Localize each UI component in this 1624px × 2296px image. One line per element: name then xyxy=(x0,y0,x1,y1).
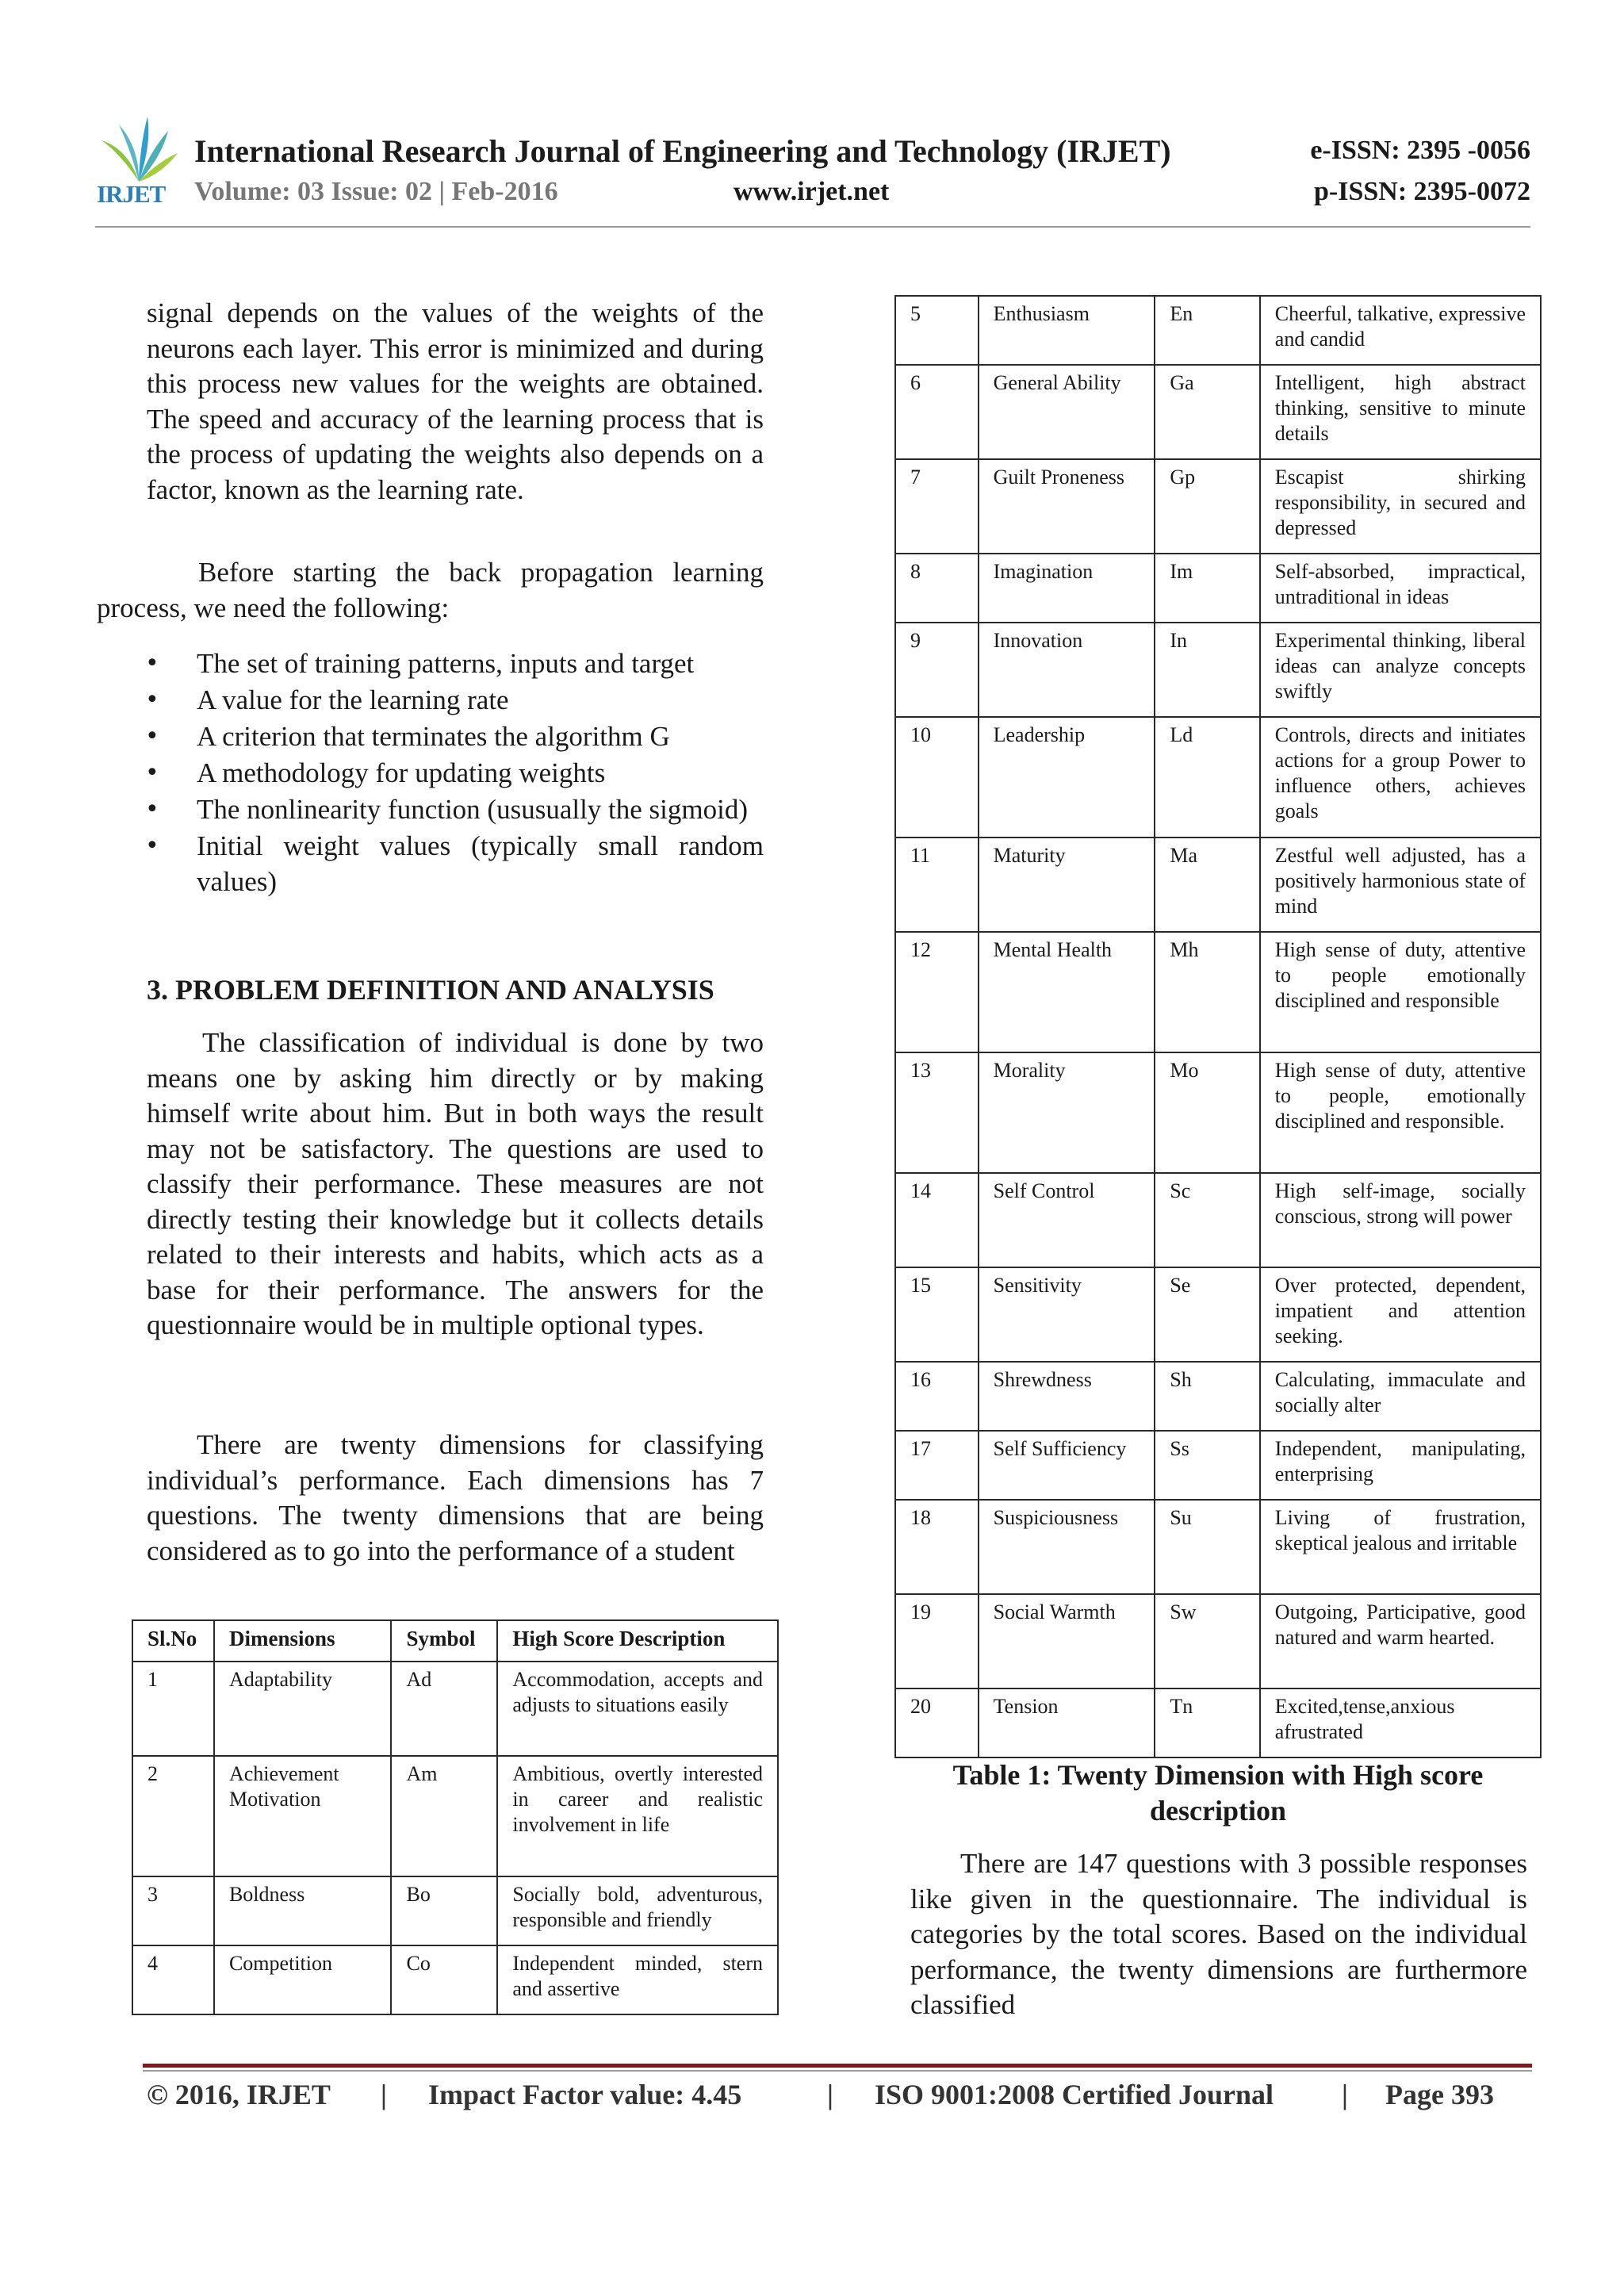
cell-symbol: Ma xyxy=(1155,838,1259,932)
cell-symbol: Tn xyxy=(1155,1688,1259,1757)
table-row xyxy=(132,1945,778,2014)
cell-symbol: Gp xyxy=(1155,459,1259,554)
cell-no: 7 xyxy=(895,459,979,554)
section-heading: 3. PROBLEM DEFINITION AND ANALYSIS xyxy=(147,974,714,1006)
header-divider xyxy=(95,226,1530,228)
paragraph-twenty-dimensions: There are twenty dimensions for classifying individual’s performance. Each dimensions has 7 questions. The twenty dimensions that are being considered as to go into the performance of a student xyxy=(147,1429,764,1566)
paragraph-before-backprop: Before starting the back propagation learning process, we need the following: xyxy=(97,557,764,623)
cell-no: 10 xyxy=(895,717,979,838)
cell-no: 18 xyxy=(895,1500,979,1594)
header-symbol: Symbol xyxy=(391,1620,497,1662)
cell-dimension: Shrewdness xyxy=(979,1362,1155,1431)
journal-website-link[interactable]: www.irjet.net xyxy=(733,177,890,206)
table-row xyxy=(895,1173,1541,1267)
cell-dimension: Mental Health xyxy=(979,932,1155,1052)
cell-symbol: Sc xyxy=(1155,1173,1259,1267)
table-row xyxy=(895,554,1541,623)
cell-no: 9 xyxy=(895,623,979,717)
footer-separator: | xyxy=(381,2079,387,2110)
paragraph-questions: There are 147 questions with 3 possible responses like given in the questionnaire. The individual is categories by the total scores. Based on the individual performance, the twenty dimensions are furthermore classified xyxy=(910,1848,1527,2020)
table-row xyxy=(132,1756,778,1876)
cell-dimension: Self Sufficiency xyxy=(979,1431,1155,1500)
footer-impact-factor: Impact Factor value: 4.45 xyxy=(428,2079,742,2110)
cell-no: 20 xyxy=(895,1688,979,1757)
dimensions-table-part1 xyxy=(132,1619,779,2015)
cell-dimension: Tension xyxy=(979,1688,1155,1757)
logo-text: IRJET xyxy=(97,180,166,208)
table-row xyxy=(895,1500,1541,1594)
cell-no: 12 xyxy=(895,932,979,1052)
cell-symbol: In xyxy=(1155,623,1259,717)
cell-no: 14 xyxy=(895,1173,979,1267)
cell-no: 5 xyxy=(895,296,979,365)
cell-description: High self-image, socially conscious, strong will power xyxy=(1260,1173,1541,1267)
footer-divider xyxy=(143,2064,1532,2068)
footer-separator: | xyxy=(1342,2079,1348,2110)
cell-symbol: Ga xyxy=(1155,365,1259,459)
paragraph-classification: The classification of individual is done by two means one by asking him directly or by making himself write about him. But in both ways the result may not be satisfactory. The questions are used to classify their performance. These measures are not directly testing their knowledge but it collects details related to their interests and habits, which acts as a base for their performance. The answers for the questionnaire would be in multiple optional types. xyxy=(147,1027,764,1340)
list-item: • A value for the learning rate xyxy=(145,683,764,719)
header-slno: Sl.No xyxy=(132,1620,214,1662)
cell-description: Accommodation, accepts and adjusts to situations easily xyxy=(497,1662,778,1756)
cell-description: Escapist shirking responsibility, in secured and depressed xyxy=(1260,459,1541,554)
table-row xyxy=(895,365,1541,459)
cell-description: Outgoing, Participative, good natured and warm hearted. xyxy=(1260,1594,1541,1688)
footer-copyright: © 2016, IRJET xyxy=(147,2079,331,2110)
list-item: • A methodology for updating weights xyxy=(145,756,764,792)
cell-dimension: Suspiciousness xyxy=(979,1500,1155,1594)
cell-description: Living of frustration, skeptical jealous and irritable xyxy=(1260,1500,1541,1594)
cell-description: Independent, manipulating, enterprising xyxy=(1260,1431,1541,1500)
cell-dimension: Maturity xyxy=(979,838,1155,932)
header-description: High Score Description xyxy=(497,1620,778,1662)
footer-page-number: Page 393 xyxy=(1385,2079,1494,2110)
page-footer xyxy=(147,2078,1526,2118)
cell-no: 11 xyxy=(895,838,979,932)
table-row xyxy=(132,1876,778,1945)
cell-no: 16 xyxy=(895,1362,979,1431)
cell-description: High sense of duty, attentive to people, emotionally disciplined and responsible. xyxy=(1260,1052,1541,1173)
cell-dimension: Imagination xyxy=(979,554,1155,623)
cell-description: Independent minded, stern and assertive xyxy=(497,1945,778,2014)
cell-description: Socially bold, adventurous, responsible and friendly xyxy=(497,1876,778,1945)
table-row xyxy=(895,1267,1541,1362)
cell-dimension: Innovation xyxy=(979,623,1155,717)
dimensions-table-part2 xyxy=(894,295,1542,1758)
cell-no: 2 xyxy=(132,1756,214,1876)
cell-dimension: Self Control xyxy=(979,1173,1155,1267)
cell-dimension: Adaptability xyxy=(214,1662,392,1756)
cell-dimension: Morality xyxy=(979,1052,1155,1173)
header-dimensions: Dimensions xyxy=(214,1620,392,1662)
cell-no: 8 xyxy=(895,554,979,623)
footer-separator: | xyxy=(827,2079,833,2110)
cell-dimension: Social Warmth xyxy=(979,1594,1155,1688)
cell-symbol: Bo xyxy=(391,1876,497,1945)
cell-dimension: Competition xyxy=(214,1945,392,2014)
table-row xyxy=(895,932,1541,1052)
cell-symbol: Sw xyxy=(1155,1594,1259,1688)
cell-description: Cheerful, talkative, expressive and candid xyxy=(1260,296,1541,365)
cell-symbol: Su xyxy=(1155,1500,1259,1594)
cell-dimension: Achievement Motivation xyxy=(214,1756,392,1876)
cell-dimension: General Ability xyxy=(979,365,1155,459)
cell-description: Ambitious, overtly interested in career and realistic involvement in life xyxy=(497,1756,778,1876)
cell-description: Self-absorbed, impractical, untraditional in ideas xyxy=(1260,554,1541,623)
irjet-logo xyxy=(95,115,182,210)
journal-title: International Research Journal of Engineering and Technology (IRJET) xyxy=(194,133,1171,169)
cell-description: High sense of duty, attentive to people emotionally disciplined and responsible xyxy=(1260,932,1541,1052)
cell-no: 17 xyxy=(895,1431,979,1500)
cell-no: 19 xyxy=(895,1594,979,1688)
table-row xyxy=(895,1431,1541,1500)
cell-description: Experimental thinking, liberal ideas can analyze concepts swiftly xyxy=(1260,623,1541,717)
cell-no: 6 xyxy=(895,365,979,459)
page-header xyxy=(95,115,1530,232)
cell-symbol: Im xyxy=(1155,554,1259,623)
cell-dimension: Enthusiasm xyxy=(979,296,1155,365)
cell-description: Controls, directs and initiates actions for a group Power to influence others, achieves goals xyxy=(1260,717,1541,838)
table-row xyxy=(895,717,1541,838)
list-item: • The set of training patterns, inputs and target xyxy=(145,646,764,682)
cell-symbol: Co xyxy=(391,1945,497,2014)
cell-no: 1 xyxy=(132,1662,214,1756)
table-caption: Table 1: Twenty Dimension with High score description xyxy=(952,1759,1484,1826)
cell-dimension: Leadership xyxy=(979,717,1155,838)
cell-description: Over protected, dependent, impatient and attention seeking. xyxy=(1260,1267,1541,1362)
cell-symbol: Sh xyxy=(1155,1362,1259,1431)
table-row xyxy=(895,296,1541,365)
paragraph-weights: signal depends on the values of the weights of the neurons each layer. This error is minimized and during this process new values for the weights are obtained. The speed and accuracy of the learning process that is the process of updating the weights also depends on a factor, known as the learning rate. xyxy=(147,297,764,505)
cell-symbol: Mh xyxy=(1155,932,1259,1052)
leaf-logo-icon xyxy=(95,115,182,186)
cell-no: 13 xyxy=(895,1052,979,1173)
cell-symbol: Se xyxy=(1155,1267,1259,1362)
list-item: • A criterion that terminates the algorithm G xyxy=(145,719,764,755)
cell-no: 3 xyxy=(132,1876,214,1945)
cell-symbol: Ss xyxy=(1155,1431,1259,1500)
table-row xyxy=(895,1052,1541,1173)
table-row xyxy=(895,623,1541,717)
cell-dimension: Boldness xyxy=(214,1876,392,1945)
e-issn: e-ISSN: 2395 -0056 xyxy=(1310,136,1530,165)
list-item: • Initial weight values (typically small random values) xyxy=(145,829,764,899)
cell-symbol: En xyxy=(1155,296,1259,365)
table-row xyxy=(895,1594,1541,1688)
p-issn: p-ISSN: 2395-0072 xyxy=(1314,177,1530,206)
table-row xyxy=(132,1662,778,1756)
requirements-list xyxy=(145,646,764,901)
cell-no: 15 xyxy=(895,1267,979,1362)
table-row xyxy=(895,459,1541,554)
footer-divider-thin xyxy=(143,2070,1532,2072)
cell-symbol: Ld xyxy=(1155,717,1259,838)
cell-description: Intelligent, high abstract thinking, sensitive to minute details xyxy=(1260,365,1541,459)
cell-description: Calculating, immaculate and socially alter xyxy=(1260,1362,1541,1431)
cell-no: 4 xyxy=(132,1945,214,2014)
table-row xyxy=(895,1688,1541,1757)
cell-dimension: Guilt Proneness xyxy=(979,459,1155,554)
table-row xyxy=(895,838,1541,932)
cell-description: Excited,tense,anxious afrustrated xyxy=(1260,1688,1541,1757)
cell-dimension: Sensitivity xyxy=(979,1267,1155,1362)
volume-issue: Volume: 03 Issue: 02 | Feb-2016 xyxy=(194,177,558,206)
list-item: • The nonlinearity function (ususually the sigmoid) xyxy=(145,792,764,828)
cell-symbol: Am xyxy=(391,1756,497,1876)
cell-description: Zestful well adjusted, has a positively harmonious state of mind xyxy=(1260,838,1541,932)
cell-symbol: Mo xyxy=(1155,1052,1259,1173)
footer-iso: ISO 9001:2008 Certified Journal xyxy=(875,2079,1274,2110)
table-row xyxy=(895,1362,1541,1431)
table-header-row xyxy=(132,1620,778,1662)
cell-symbol: Ad xyxy=(391,1662,497,1756)
